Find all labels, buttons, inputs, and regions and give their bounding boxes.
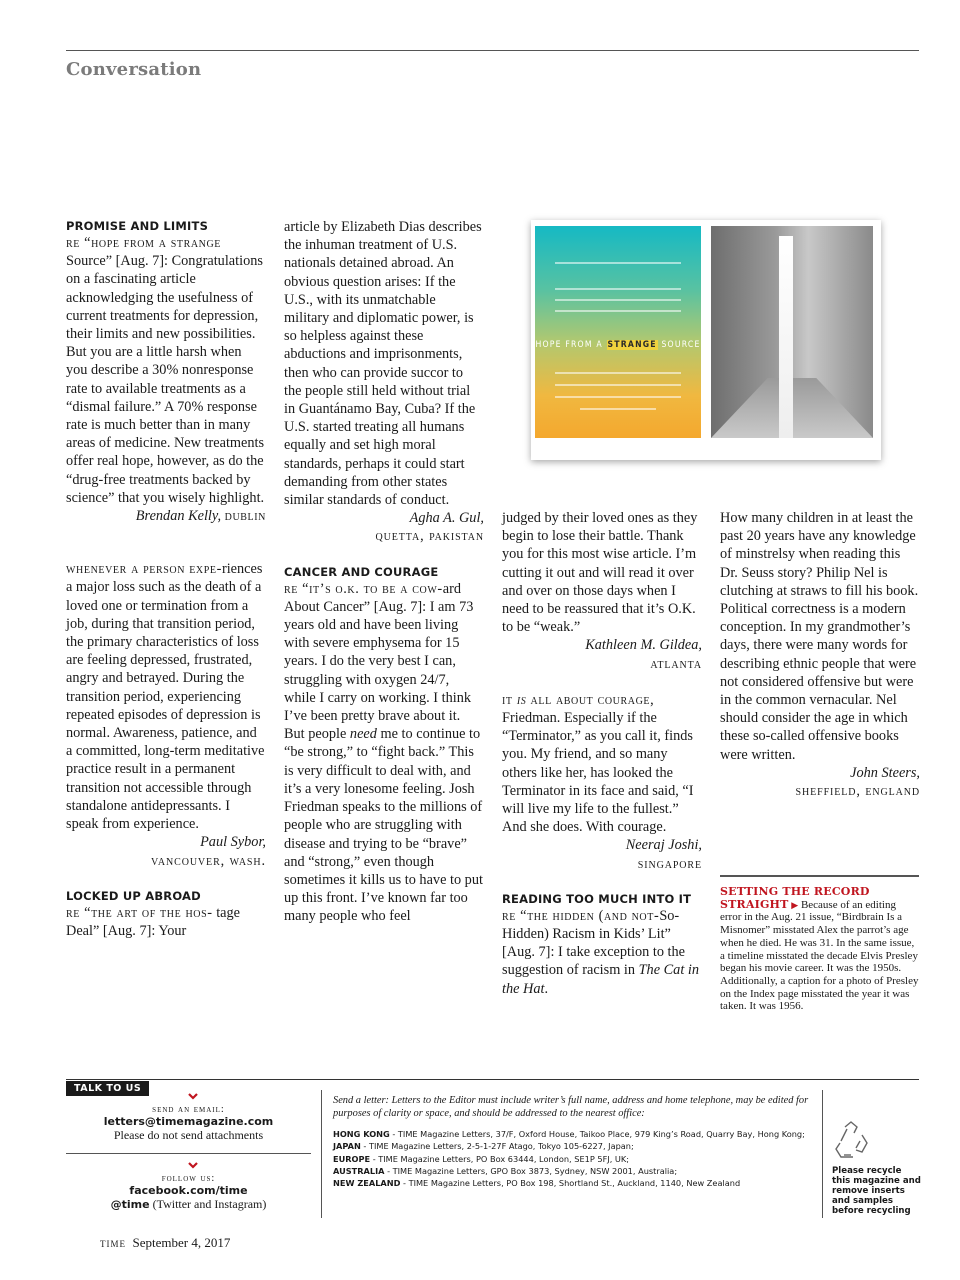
column-3 <box>502 509 702 998</box>
letter-heading: LOCKED UP ABROAD <box>66 888 201 903</box>
cover-text-line <box>555 384 681 386</box>
letter-author: John Steers, <box>850 764 920 781</box>
correction-heading: SETTING THE RECORD <box>720 885 870 898</box>
mailing-addresses <box>333 1094 818 1189</box>
letter-body: judged by their loved ones as they begin to lose their battle. Thank you for this most wise article. I’m cutting it out and will read it over and over on those days when I need to be reassured that it’s O.K. to be “weak.” <box>502 510 698 636</box>
letter-body: How many children in at least the past 20 years have any knowledge of minstrelsy when reading this Dr. Seuss story? Philip Nel is clutching at straws to fill his book. Political correctness is a modern conception. In my grandmother’s days, there were many words for describing ethnic people that were not considered offensive but were in the common vernacular. Nel should consider the age in which these so-called offensive books were written. <box>720 510 919 763</box>
letter-lead: re “it’s o.k. to be a cow- <box>284 580 443 597</box>
letter-location: singapore <box>637 855 702 872</box>
letter-lead: whenever a person expe- <box>66 561 222 578</box>
follow-label: follow us: <box>161 1173 216 1184</box>
column-2 <box>284 218 484 926</box>
letter-author: Paul Sybor, <box>200 834 266 851</box>
cover-text-line <box>555 372 681 374</box>
spacer <box>284 546 484 564</box>
cover-text-line <box>555 288 681 290</box>
spacer <box>66 525 266 543</box>
address-hong-kong: HONG KONG - TIME Magazine Letters, 37/F, Oxford House, Taikoo Place, 979 King’s Road, Quarry Bay, Hong Kong; <box>333 1129 805 1139</box>
letter-lead: re “hope from a strange <box>66 235 222 251</box>
letter-author: Agha A. Gul, <box>409 510 484 527</box>
letter-author: Neeraj Joshi, <box>625 837 702 854</box>
letter-body <box>66 234 266 507</box>
cover-text-line <box>580 408 656 410</box>
letter-body <box>284 580 484 926</box>
letter-lead: it <box>502 691 517 708</box>
column-1 <box>66 218 266 940</box>
cover-text-line <box>555 310 681 312</box>
footer-date: September 4, 2017 <box>132 1235 231 1250</box>
book-cover-image <box>535 226 701 438</box>
letter-body <box>502 691 702 837</box>
letter-emphasis: need <box>349 726 377 743</box>
letter-text: . <box>544 980 549 997</box>
email-label: send an email: <box>152 1104 225 1115</box>
social-contact <box>66 1173 311 1212</box>
letter-text: So-Hidden) Racism in Kids’ Lit” [Aug. 7]: I take exception to the suggestion of racism in <box>502 907 686 979</box>
facebook-link[interactable]: facebook.com/time <box>129 1184 248 1197</box>
chevron-down-icon <box>188 1160 198 1170</box>
address-new-zealand: NEW ZEALAND - TIME Magazine Letters, PO Box 198, Shortland St., Auckland, 1140, New Zealand <box>333 1178 741 1189</box>
letter-lead: re “the art of the hos- <box>66 904 213 921</box>
section-title: Conversation <box>66 59 202 80</box>
correction-box <box>720 886 920 1013</box>
spacer <box>502 873 702 891</box>
letter-heading: PROMISE AND LIMITS <box>66 219 209 233</box>
column-4 <box>720 509 920 800</box>
letter-heading: READING TOO MUCH INTO IT <box>502 891 692 906</box>
address-australia: AUSTRALIA - TIME Magazine Letters, GPO Box 3873, Sydney, NSW 2001, Australia; <box>333 1165 678 1176</box>
email-note: Please do not send attachments <box>113 1128 264 1142</box>
letter-text: riences a major loss such as the death of a loved one or termination from a job, during that transition period, the primary characteristics of loss are feeling depressed, frustrated, angry and betrayed. During the transition period, experiencing repeated episodes of depression is normal. Awareness, patience, and a committed, long-term meditative practice result in a permanent transition not accessible through standalone antidepressants. I speak from experience. <box>66 561 265 833</box>
letter-lead: re “the hidden (and not- <box>502 907 660 924</box>
cover-text-line <box>555 396 681 398</box>
cover-text-line <box>555 299 681 301</box>
letter-text: Friedman. Especially if the “Terminator,” as you call it, finds you. My friend, and so many others like her, has looked the Terminator in its face and said, “I will live my life to the fullest.” And she does. With courage. <box>502 710 694 836</box>
letter-text: me to continue to “be strong,” to “fight back.” This is very difficult to deal with, and it’s a very lonesome feeling. Josh Friedman speaks to the millions of people who are struggling with disease and trying to be “brave” and “strong,” even though sometimes it kills us to have to put up this front. I’ve known far too many people who feel <box>284 726 483 925</box>
footer-brand: time <box>100 1235 126 1250</box>
letter-location: vancouver, wash. <box>151 852 266 869</box>
top-rule <box>66 50 919 51</box>
letter-body <box>66 904 266 940</box>
letter-text: Source” [Aug. 7]: Congratulations on a fascinating article acknowledging the usefulness of current treatments for depression, their limits and new possibilities. But you are a little harsh when you describe a 30% nonresponse rate to available treatments as a “dismal failure.” A 70% response rate is much better than in many areas of medicine. New treatments offer real hope, however, as do the “drug-free treatments backed by science” that you wisely highlight. <box>66 253 265 506</box>
correction-text: Because of an editing error in the Aug. 21 issue, “Birdbrain Is a Misnomer” misstated Alex the parrot’s age when he died. He was 31. In the same issue, a timeline misstated the decade Elvis Presley began his movie career. It was the 1950s. Additionally, a caption for a photo of Presley on the Index page misstated the year it was taken. It was 1956. <box>720 898 919 1013</box>
correction-heading: STRAIGHT <box>720 897 789 911</box>
book-title: The Cat in the Hat <box>502 962 699 997</box>
light-beam-photo <box>711 226 873 438</box>
letter-location: dublin <box>224 508 266 525</box>
correction-rule <box>720 875 919 877</box>
letter-author: Brendan Kelly, dublin <box>135 508 266 525</box>
photo-light-beam <box>779 236 793 438</box>
letter-lead-emphasis: is <box>516 691 527 708</box>
email-link[interactable]: letters@timemagazine.com <box>103 1115 274 1128</box>
recycle-note: Please recycle this magazine and remove inserts and samples before recycling <box>832 1166 921 1216</box>
letter-text: ard About Cancer” [Aug. 7]: I am 73 years old and have been living with severe emphysema for 15 years. I do the very best I can, struggling with oxygen 24/7, while I carry on working. I think I’ve been pretty brave about it. But people <box>284 580 474 743</box>
article-illustration <box>531 220 881 460</box>
letter-lead: all about courage, <box>526 691 655 708</box>
email-contact <box>66 1104 311 1143</box>
twitter-handle[interactable]: @time <box>110 1198 150 1211</box>
contact-divider <box>66 1153 311 1154</box>
address-japan: JAPAN - TIME Magazine Letters, 2-5-1-27F Atago, Tokyo 105-6227, Japan; <box>333 1141 634 1152</box>
address-intro: Send a letter: Letters to the Editor must include writer’s full name, address and home telephone, may be edited for purposes of clarity or space, and should be addressed to the nearest office: <box>333 1095 809 1119</box>
triangle-arrow-icon: ▶ <box>791 899 799 910</box>
chevron-down-icon <box>188 1091 198 1101</box>
twitter-line <box>66 1197 311 1212</box>
letter-author: Kathleen M. Gildea, <box>585 637 702 654</box>
spacer <box>66 870 266 888</box>
spacer <box>502 673 702 691</box>
talk-to-us-badge: TALK TO US <box>66 1081 149 1096</box>
letter-location: sheffield, england <box>795 783 920 800</box>
page-footer <box>100 1235 230 1251</box>
contact-vertical-rule <box>321 1090 322 1218</box>
contact-top-rule <box>66 1079 919 1080</box>
letter-text: tage Deal” [Aug. 7]: Your <box>66 904 241 939</box>
twitter-note: (Twitter and Instagram) <box>149 1197 267 1211</box>
cover-text-line <box>555 262 681 264</box>
spacer <box>66 543 266 560</box>
letter-heading: CANCER AND COURAGE <box>284 564 439 579</box>
cover-title: HOPE FROM A STRANGE SOURCE <box>535 340 701 350</box>
letter-body <box>66 560 266 833</box>
letter-body <box>502 907 702 998</box>
address-europe: EUROPE - TIME Magazine Letters, PO Box 63444, London, SE1P 5FJ, UK; <box>333 1153 630 1164</box>
letter-location: quetta, pakistan <box>375 528 484 545</box>
recycle-icon <box>829 1119 873 1163</box>
letter-body: article by Elizabeth Dias describes the inhuman treatment of U.S. nationals detained abroad. An obvious question arises: If the U.S., with its unmatchable military and diplomatic power, is so helpless against these abductions and imprisonments, then who can provide succor to the people still held without trial in Guantánamo Bay, Cuba? If the U.S. started treating all humans equally and set high moral standards, perhaps it could start demanding from other states similar standards of conduct. <box>284 219 482 509</box>
letter-location: atlanta <box>650 655 702 672</box>
recycle-vertical-rule <box>822 1090 823 1218</box>
